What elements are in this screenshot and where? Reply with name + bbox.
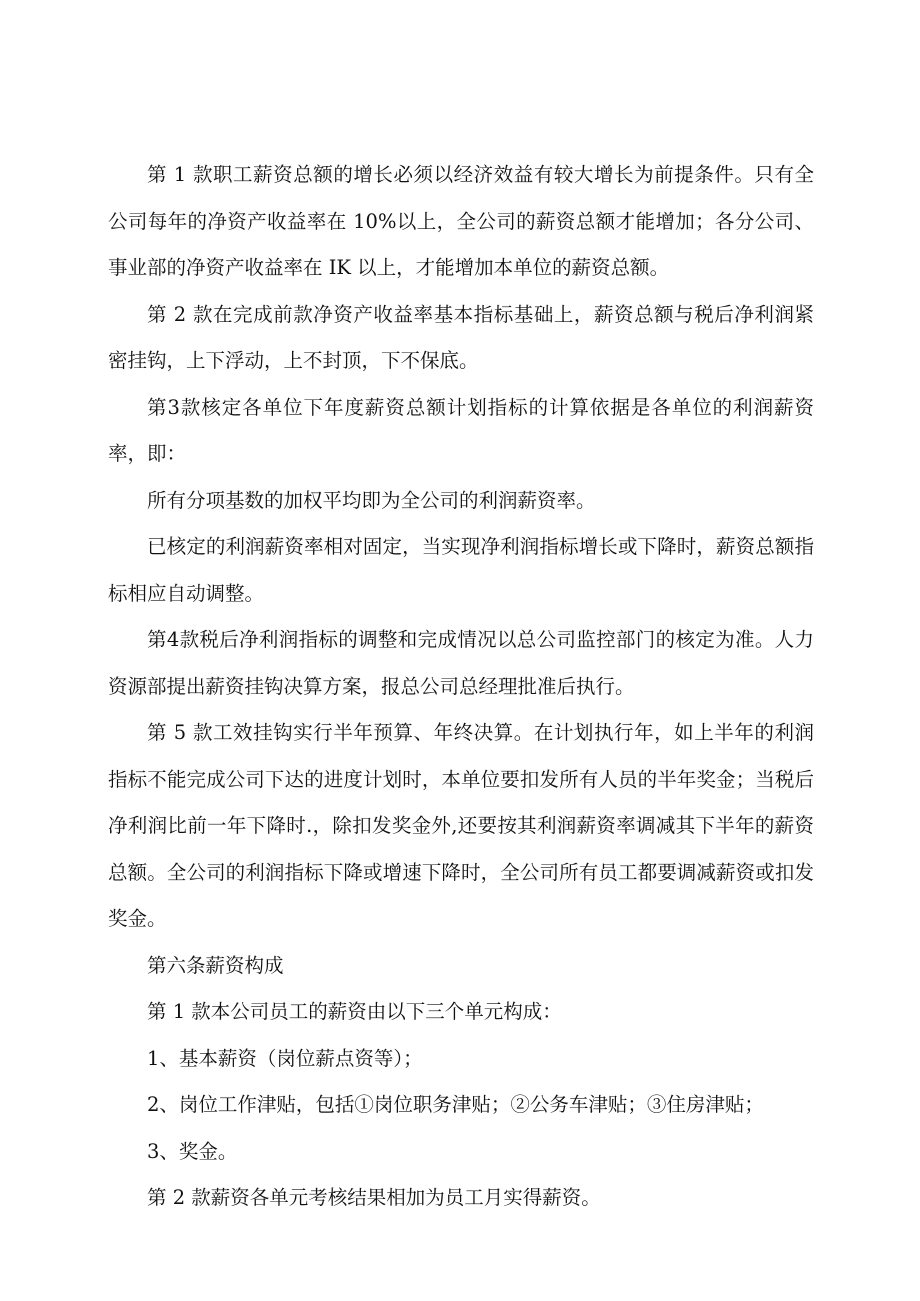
list-item-basic-salary: 1、基本薪资（岗位薪点资等）；	[147, 1046, 423, 1070]
section-heading-article-6: 第六条薪资构成	[147, 953, 284, 977]
paragraph-clause-5: 第 5 款工效挂钩实行半年预算、年终决算。在计划执行年，如上半年的利润指标不能完成公司下达的进度计划时，本单位要扣发所有人员的半年奖金；当税后净利润比前一年下降时.，除扣发奖金外,还要按其利润薪资率调减其下半年的薪资总额。全公司的利润指标下降或增速下降时，全公司所有员工都要调减薪资或扣发奖金。	[108, 721, 814, 930]
list-item-allowances: 2、岗位工作津贴，包括①岗位职务津贴；②公务车津贴；③住房津贴；	[147, 1093, 764, 1116]
paragraph-clause-3: 第3款核定各单位下年度薪资总额计划指标的计算依据是各单位的利润薪资率，即：	[108, 395, 814, 465]
paragraph-composition-clause-2: 第 2 款薪资各单元考核结果相加为员工月实得薪资。	[147, 1186, 601, 1209]
document-body	[108, 152, 814, 1222]
paragraph-composition-clause-1: 第 1 款本公司员工的薪资由以下三个单元构成：	[147, 1000, 562, 1023]
paragraph-clause-2: 第 2 款在完成前款净资产收益率基本指标基础上，薪资总额与税后净利润紧密挂钩，上下浮动，上不封顶，下不保底。	[108, 302, 814, 372]
paragraph-clause-4: 第4款税后净利润指标的调整和完成情况以总公司监控部门的核定为准。人力资源部提出薪资挂钩决算方案，报总公司总经理批准后执行。	[108, 628, 814, 698]
list-item-bonus: 3、奖金。	[147, 1139, 238, 1163]
paragraph-clause-1: 第 1 款职工薪资总额的增长必须以经济效益有较大增长为前提条件。只有全公司每年的净资产收益率在 10%以上，全公司的薪资总额才能增加；各分公司、事业部的净资产收益率在 IK 以上，才能增加本单位的薪资总额。	[108, 163, 814, 279]
paragraph-auto-adjust: 已核定的利润薪资率相对固定，当实现净利润指标增长或下降时，薪资总额指标相应自动调整。	[108, 535, 814, 605]
paragraph-weighted-average: 所有分项基数的加权平均即为全公司的利润薪资率。	[147, 488, 596, 512]
